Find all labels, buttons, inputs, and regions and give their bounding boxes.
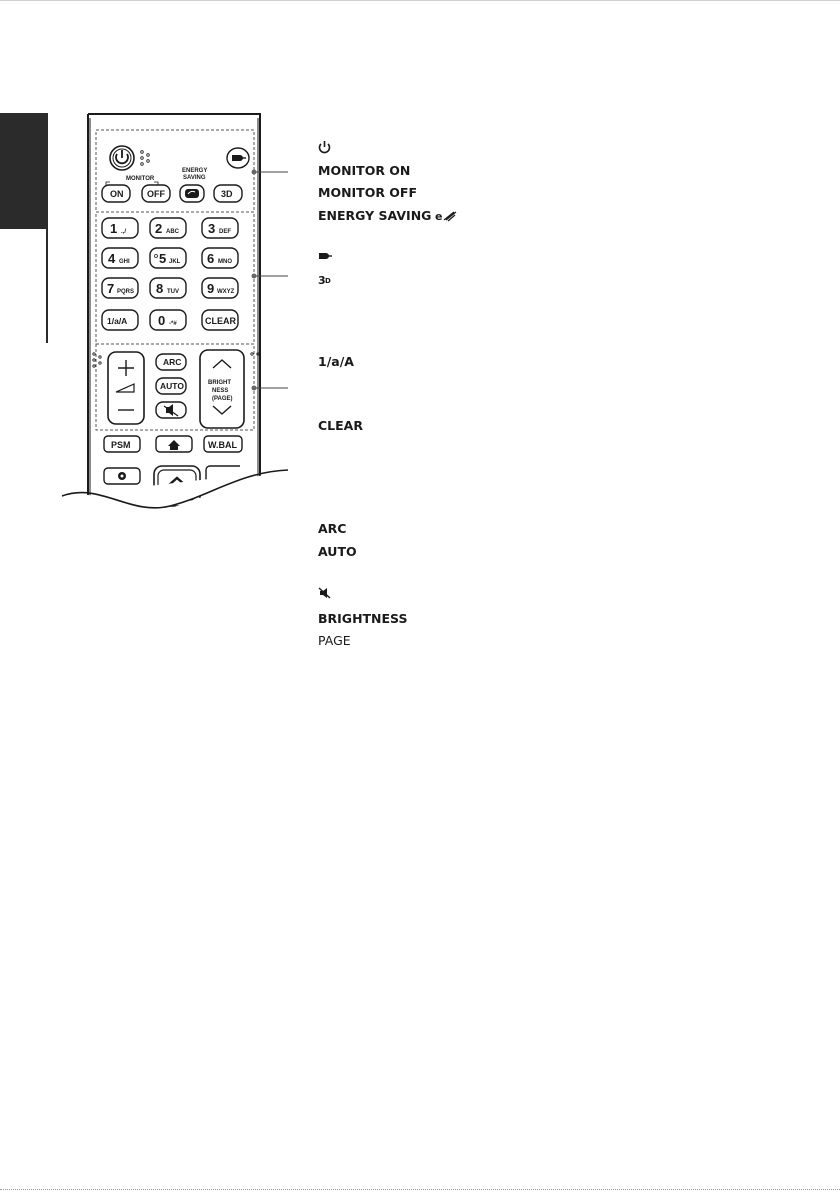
three-d-icon [318,273,332,285]
svg-text:9: 9 [207,281,215,296]
svg-text:3: 3 [318,274,326,285]
key-1-a-a [102,310,138,330]
svg-text:BRIGHT: BRIGHT [208,380,231,386]
psm-button [104,436,140,452]
svg-text:1/a/A: 1/a/A [107,316,128,326]
language-side-tab [0,113,46,229]
svg-text:AUTO: AUTO [160,381,184,391]
monitor-on-button [102,185,130,202]
energy-saving-label-2: SAVING [183,175,206,181]
key-3 [202,218,238,238]
legend-monitor-on: MONITOR ON [318,163,411,178]
svg-text:8: 8 [156,281,164,296]
svg-text:1: 1 [110,221,118,236]
power-button [110,146,149,170]
input-icon [318,250,332,262]
volume-rocker [93,352,144,424]
svg-text:ABC: ABC [166,229,179,235]
legend-energy-saving-label: ENERGY SAVING [318,208,432,223]
svg-text:W.BAL: W.BAL [208,440,237,450]
svg-text:3: 3 [208,221,216,236]
svg-text:TUV: TUV [167,289,179,295]
legend-auto: AUTO [318,544,357,559]
svg-text:6: 6 [207,251,215,266]
home-button [156,436,192,452]
svg-text:JKL: JKL [169,259,181,265]
key-8 [150,278,186,298]
svg-text:3D: 3D [221,189,233,199]
svg-text:2: 2 [155,221,163,236]
svg-text:5: 5 [159,251,167,266]
legend-3d [318,273,332,285]
svg-text:4: 4 [108,251,116,266]
svg-text:PSM: PSM [111,440,131,450]
svg-text:NESS: NESS [212,388,229,394]
input-button [227,148,249,168]
svg-text:e: e [435,210,443,222]
legend-monitor-off: MONITOR OFF [318,185,418,200]
key-2 [150,218,186,238]
legend-power [318,140,331,154]
arc-button [156,354,186,370]
key-4 [102,248,138,268]
key-6 [202,248,238,268]
svg-text:0: 0 [158,313,166,328]
wbal-button [204,436,242,452]
legend-arc: ARC [318,521,347,536]
legend-energy-saving [318,208,457,224]
legend-clear: CLEAR [318,418,363,433]
svg-text:(PAGE): (PAGE) [212,396,233,402]
svg-text:PQRS: PQRS [117,289,135,295]
energy-saving-button [180,185,204,202]
monitor-group-label: MONITOR [126,176,155,182]
monitor-off-button [142,185,170,202]
legend [318,0,818,700]
side-tab-line [46,113,48,343]
key-1 [102,218,138,238]
svg-text:.,/: .,/ [121,229,127,235]
key-9 [202,278,238,298]
three-d-button [214,185,242,202]
bottom-rule [0,1189,840,1191]
energy-saving-icon [435,210,457,222]
svg-text:MNO: MNO [218,259,232,265]
svg-text:D: D [325,277,331,285]
svg-text:GHI: GHI [119,259,130,265]
mute-button [156,402,186,418]
remote-control-illustration [60,108,300,518]
svg-text:CLEAR: CLEAR [205,316,236,326]
legend-1-a-a: 1/a/A [318,354,354,369]
energy-saving-label-1: ENERGY [182,168,208,174]
key-clear [202,310,238,330]
mute-icon [318,587,332,599]
auto-button [156,378,186,394]
legend-mute [318,587,332,599]
svg-text:ON: ON [110,189,124,199]
legend-page: PAGE [318,633,351,648]
key-5 [150,248,186,268]
svg-text:DEF: DEF [219,229,231,235]
key-0 [150,310,186,330]
svg-text:ARC: ARC [163,357,182,367]
legend-brightness: BRIGHTNESS [318,611,408,626]
svg-text:OFF: OFF [147,189,165,199]
legend-input [318,250,332,262]
settings-button [104,468,140,484]
svg-text:7: 7 [107,281,115,296]
number-pad [102,218,238,330]
power-icon [318,140,331,154]
key-7 [102,278,138,298]
svg-text:-*#: -*# [169,321,177,327]
callout-lines [252,170,289,391]
brightness-rocker [200,350,259,428]
svg-text:WXYZ: WXYZ [217,289,235,295]
